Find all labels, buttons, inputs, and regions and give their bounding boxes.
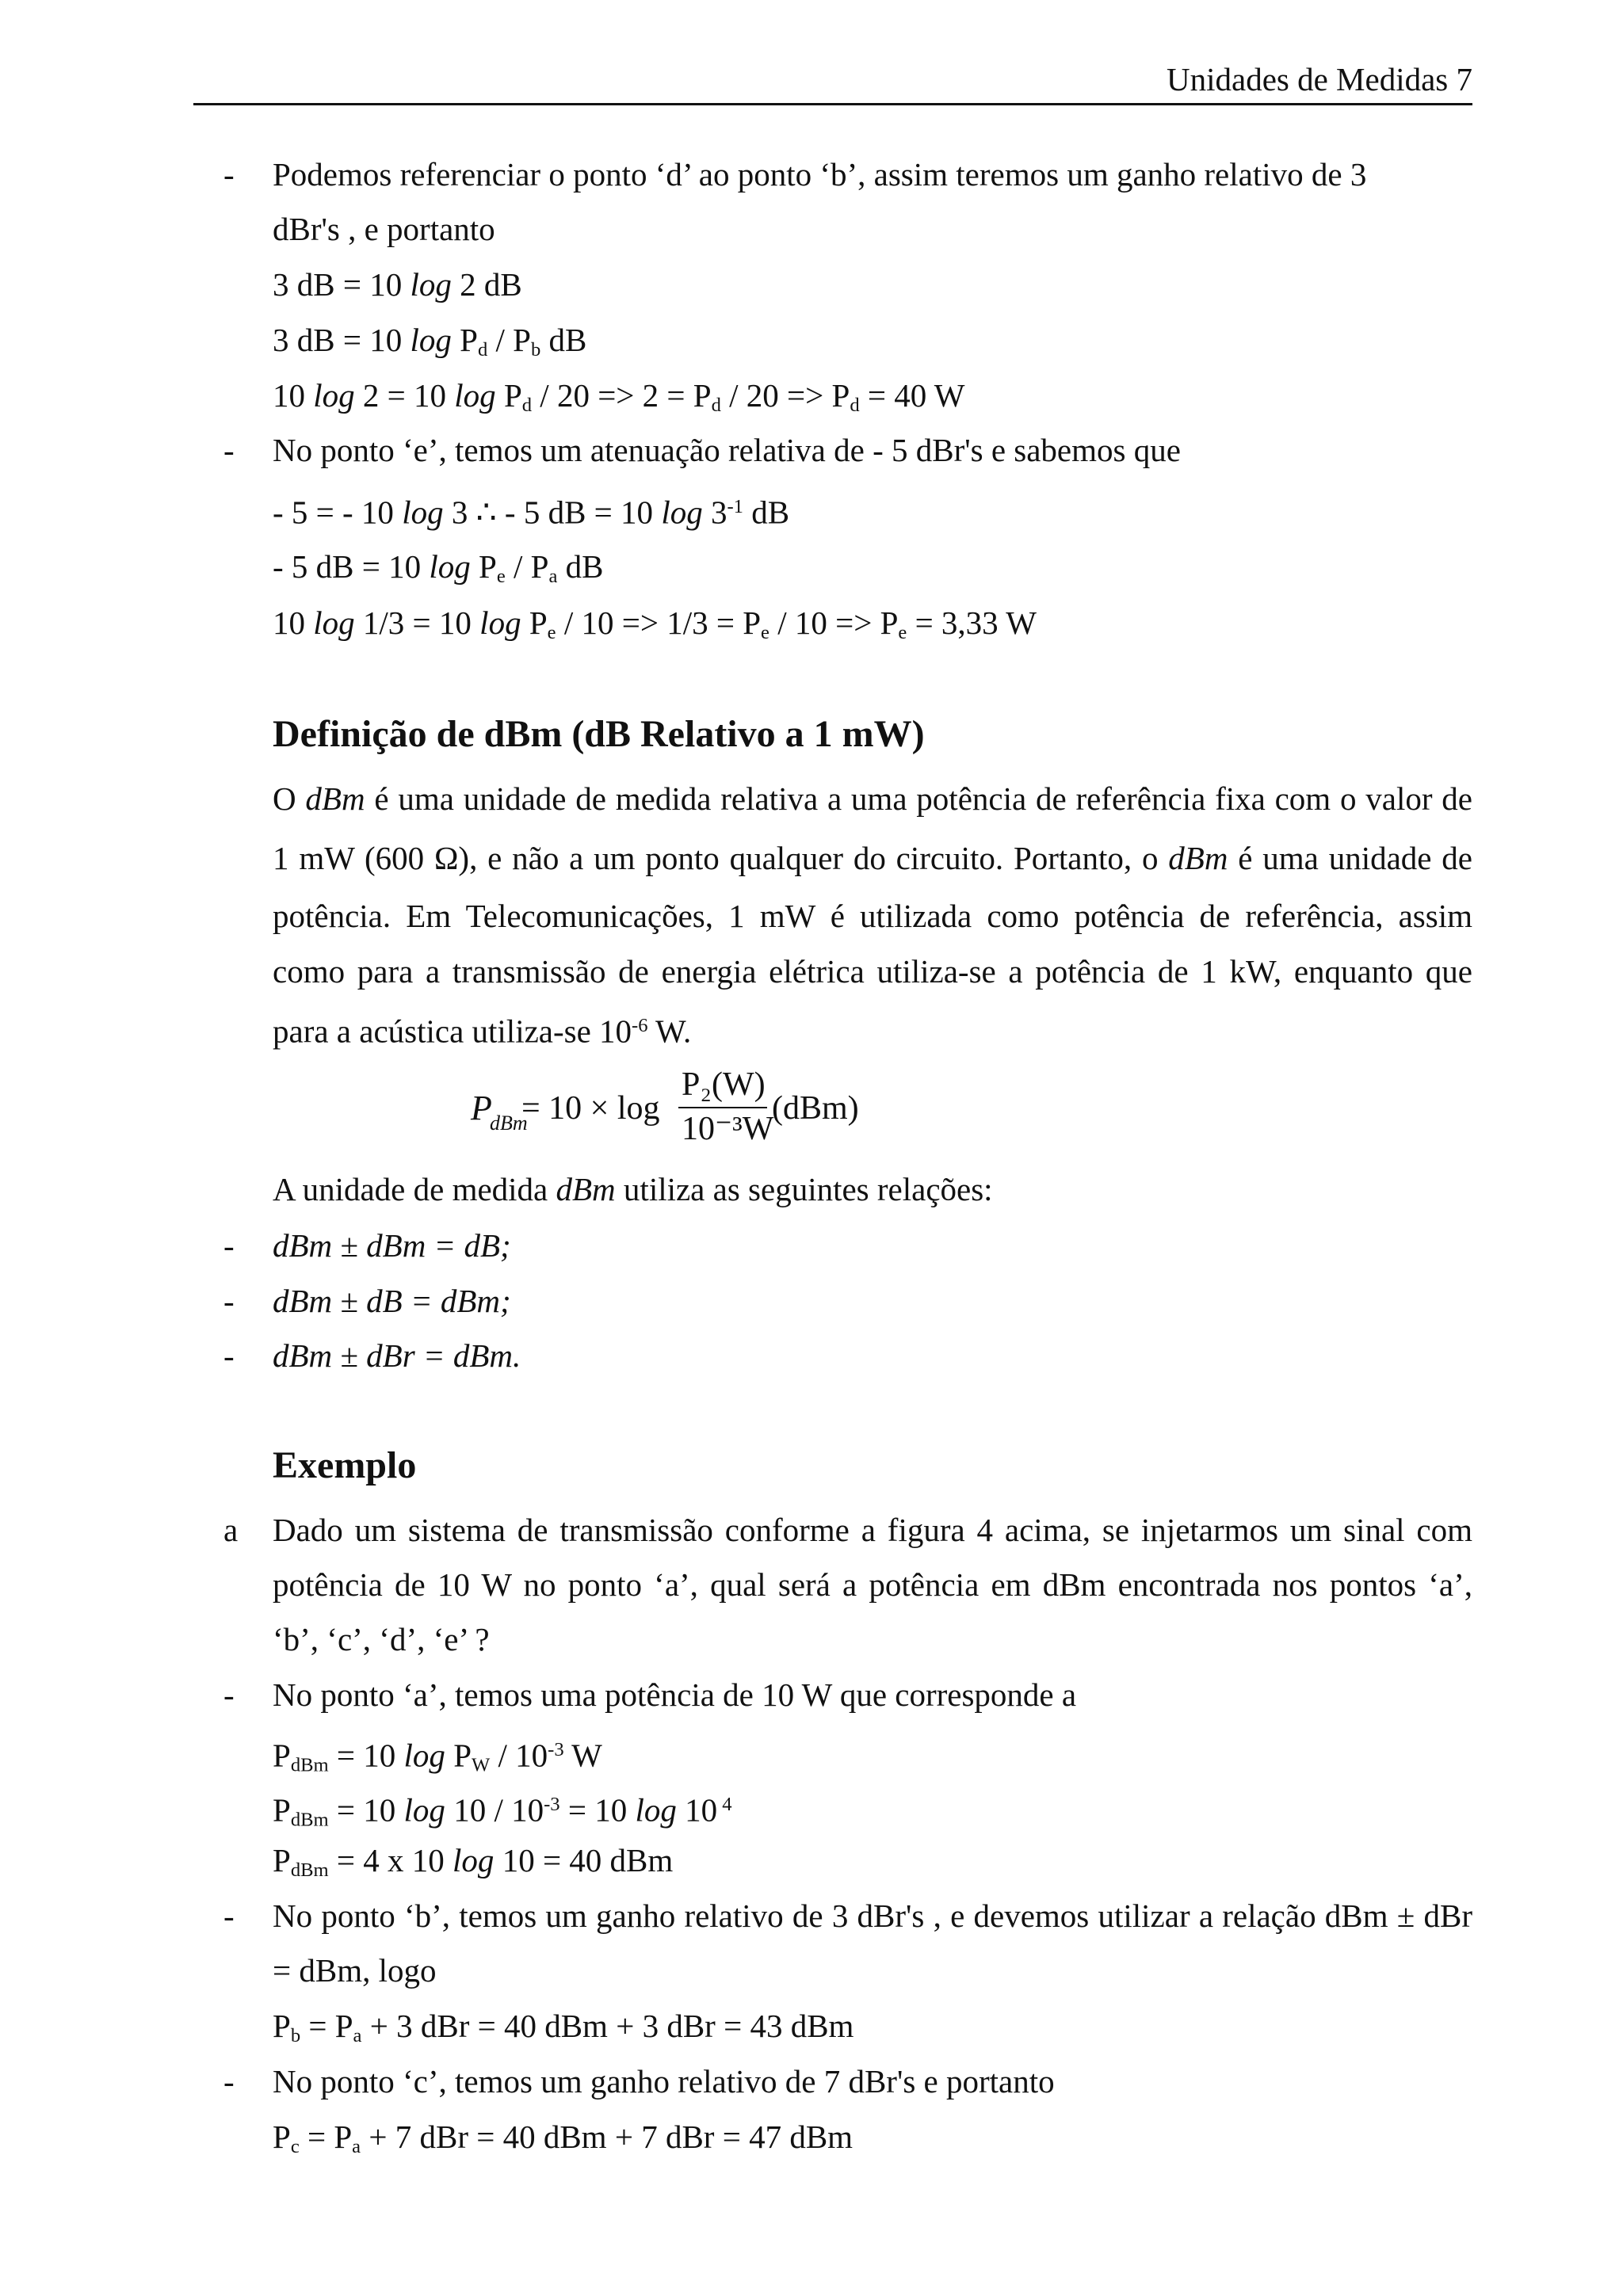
paragraph-line: como para a transmissão de energia elétrica utiliza-se a potência de 1 kW, enquanto que xyxy=(273,953,1472,990)
section-heading: Definição de dBm (dB Relativo a 1 mW) xyxy=(273,713,925,755)
equation-line: 3 dB = 10 $\log P_d / P_b$ dB xyxy=(273,322,587,361)
paragraph-line: Podemos referenciar o ponto ‘d’ ao ponto ‘b’, assim teremos um ganho relativo de 3 xyxy=(273,156,1367,193)
paragraph-line: 1 mW (600 Ω), e não a um ponto qualquer do circuito. Portanto, o dBm é uma unidade de xyxy=(273,840,1472,876)
formula-operator: = 10 × log xyxy=(521,1090,660,1127)
bullet-dash: - xyxy=(223,432,235,468)
relation-line: dBm ± dBm = dB; xyxy=(273,1227,511,1264)
paragraph-line: potência. Em Telecomunicações, 1 mW é utilizada como potência de referência, assim xyxy=(273,898,1472,934)
equation-line: $P_c = P_a + 7$ dBr = 40 dBm + 7 dBr = 47 dBm xyxy=(273,2119,854,2158)
relation-line: dBm ± dB = dBm; xyxy=(273,1283,511,1319)
paragraph-line: No ponto ‘b’, temos um ganho relativo de 3 dBr's , e devemos utilizar a relação dBm ± dBr xyxy=(273,1897,1472,1934)
bullet-dash: - xyxy=(223,1897,235,1934)
equation-line: $P_{dBm} = 10$ $\log P_W / 10^{-3}$ W xyxy=(273,1737,602,1776)
paragraph-line: = dBm, logo xyxy=(273,1952,437,1989)
paragraph-line: dBr's , e portanto xyxy=(273,211,495,247)
bullet-dash: - xyxy=(223,1676,235,1713)
relation-line: dBm ± dBr = dBm. xyxy=(273,1337,521,1374)
paragraph-line: Dado um sistema de transmissão conforme a figura 4 acima, se injetarmos um sinal com xyxy=(273,1512,1472,1548)
paragraph-line: O dBm é uma unidade de medida relativa a uma potência de referência fixa com o valor de xyxy=(273,780,1473,817)
equation-line: - 5 dB = 10 $\log P_e / P_a$ dB xyxy=(273,548,604,588)
equation-line: - 5 = - 10 log 3 ∴ - 5 dB = 10 $\log 3^{-1}$ dB xyxy=(273,494,790,531)
formula-denominator: 10⁻³W xyxy=(682,1111,774,1147)
dbm-formula xyxy=(471,1066,946,1153)
paragraph-line: No ponto ‘e’, temos um atenuação relativa de - 5 dBr's e sabemos que xyxy=(273,432,1181,468)
page-header xyxy=(193,57,1472,105)
formula-p: P xyxy=(471,1089,492,1127)
formula-numerator: P₂(W) xyxy=(682,1066,766,1103)
equation-line: $P_{dBm} = 4$ x 10 log 10 = 40 dBm xyxy=(273,1842,674,1882)
paragraph-line: A unidade de medida dBm utiliza as seguintes relações: xyxy=(273,1171,993,1207)
paragraph-line: potência de 10 W no ponto ‘a’, qual será a potência em dBm encontrada nos pontos ‘a’, xyxy=(273,1566,1472,1603)
bullet-dash: - xyxy=(223,1227,235,1264)
bullet-dash: - xyxy=(223,2063,235,2100)
equation-line: 10 log 1/3 = 10 $\log P_e / 10 => 1/3 = P_e / 10 => P_e = 3,33$ W xyxy=(273,605,1037,644)
equation-line: 10 log 2 = 10 $\log P_d / 20 => 2 = P_d / 20 => P_d = 40$ W xyxy=(273,377,965,417)
paragraph-line: ‘b’, ‘c’, ‘d’, ‘e’ ? xyxy=(273,1621,490,1657)
section-heading: Exemplo xyxy=(273,1444,417,1486)
paragraph-line: No ponto ‘a’, temos uma potência de 10 W que corresponde a xyxy=(273,1676,1077,1713)
paragraph-line: No ponto ‘c’, temos um ganho relativo de 7 dBr's e portanto xyxy=(273,2063,1055,2100)
bullet-dash: - xyxy=(223,1337,235,1374)
bullet-dash: - xyxy=(223,1283,235,1319)
equation-line: $P_b = P_a + 3$ dBr = 40 dBm + 3 dBr = 43 dBm xyxy=(273,2008,854,2047)
paragraph-line: para a acústica utiliza-se $10^{-6}$ W. xyxy=(273,1013,692,1050)
equation-line: $P_{dBm} = 10$ $\log 10 / 10^{-3} = 10$ log 10 $^4$ xyxy=(273,1791,732,1831)
equation-line: 3 dB = 10 log 2 dB xyxy=(273,266,522,303)
list-marker: a xyxy=(223,1512,239,1548)
formula-unit: (dBm) xyxy=(772,1090,859,1127)
header-title: Unidades de Medidas 7 xyxy=(1167,61,1472,97)
bullet-dash: - xyxy=(223,156,235,193)
formula-p-subscript: dBm xyxy=(490,1112,528,1135)
